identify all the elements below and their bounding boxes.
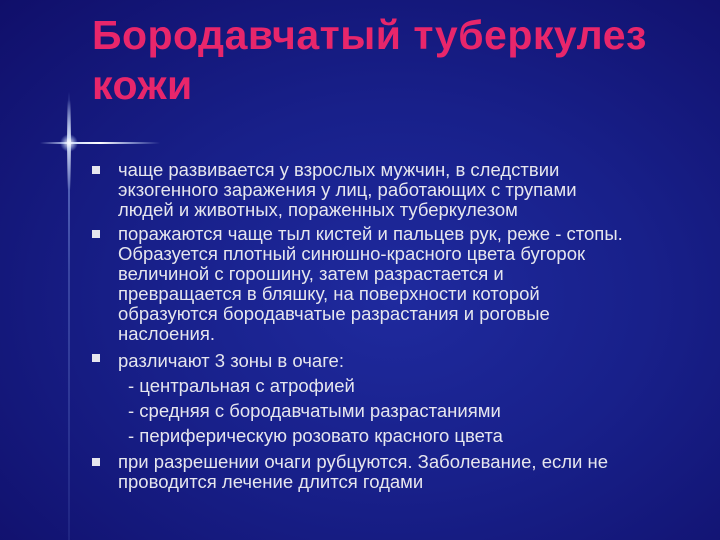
list-item [92,452,692,492]
item-line: величиной с горошину, затем разрастается и [118,263,504,284]
list-item [92,160,692,220]
decorative-sparkle-icon [60,134,78,152]
item-line: Образуется плотный синюшно-красного цвета бугорок [118,243,586,264]
square-bullet-icon [92,230,100,238]
item-line: чаще развивается у взрослых мужчин, в следствии [118,159,560,180]
item-line: превращается в бляшку, на поверхности которой [118,283,540,304]
list-item [92,224,692,344]
list-item [92,348,692,448]
sub-item-line: - периферическую розовато красного цвета [128,425,503,446]
item-line: людей и животных, пораженных туберкулезом [118,199,518,220]
item-line: образуются бородавчатые разрастания и роговые [118,303,550,324]
item-line: различают 3 зоны в очаге: [118,350,344,371]
title-line-2: кожи [92,62,193,108]
bullet-list [92,160,692,492]
item-line: наслоения. [118,323,216,344]
decorative-horizontal-line [40,142,160,144]
item-line: проводится лечение длится годами [118,471,424,492]
square-bullet-icon [92,458,100,466]
square-bullet-icon [92,166,100,174]
sub-item-line: - центральная с атрофией [128,375,355,396]
slide-title [92,10,702,110]
item-line: при разрешении очаги рубцуются. Заболевание, если не [118,451,609,472]
title-line-1: Бородавчатый туберкулез [92,12,647,58]
square-bullet-icon [92,354,100,362]
item-line: экзогенного заражения у лиц, работающих с трупами [118,179,577,200]
sub-item-line: - средняя с бородавчатыми разрастаниями [128,400,501,421]
item-line: поражаются чаще тыл кистей и пальцев рук, реже - стопы. [118,223,623,244]
